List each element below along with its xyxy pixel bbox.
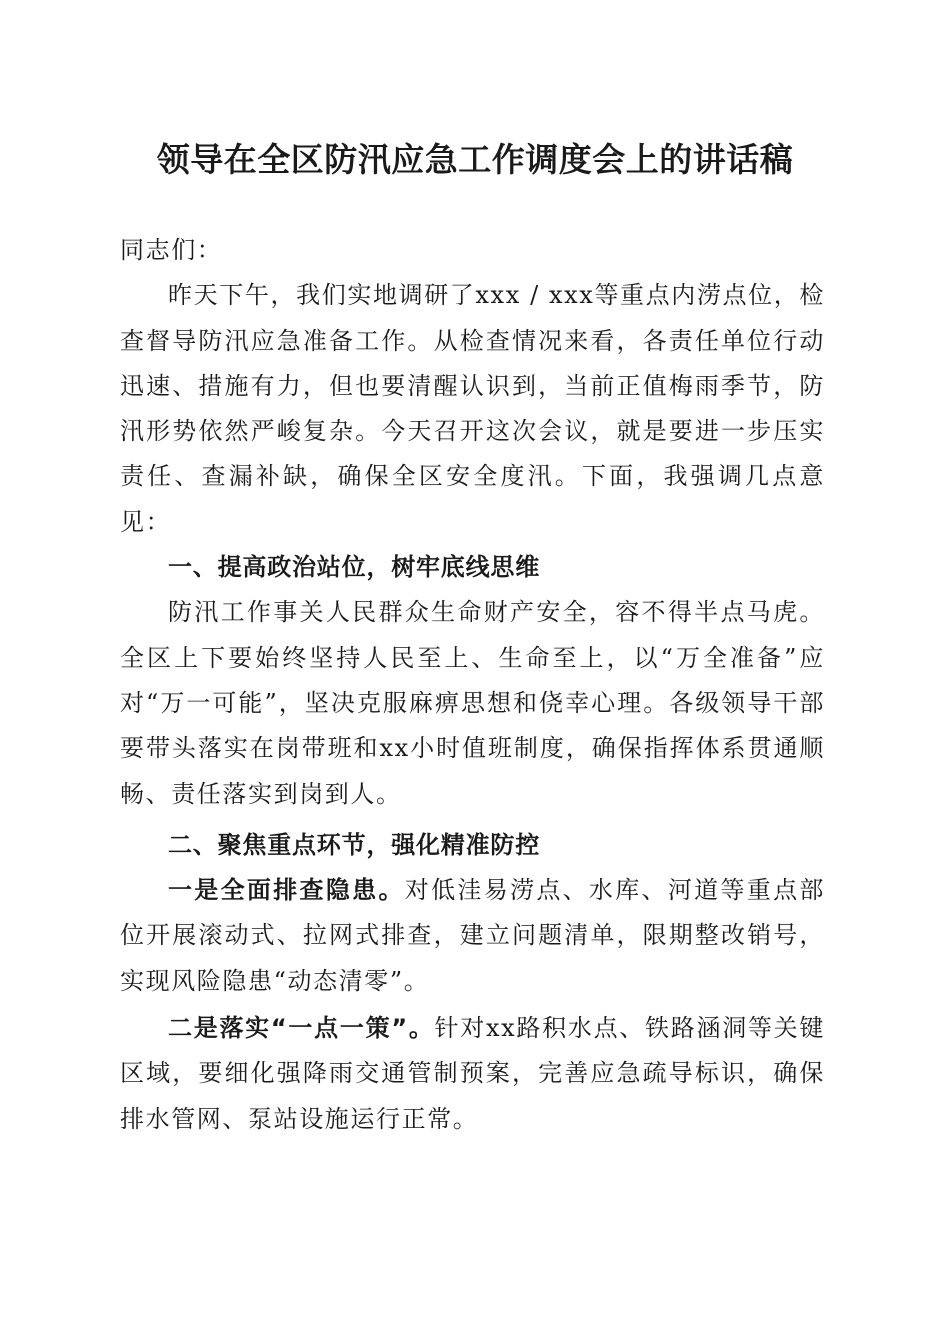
item-1-lead: 一是全面排查隐患。	[168, 876, 405, 905]
page-title: 领导在全区防汛应急工作调度会上的讲话稿	[156, 140, 794, 179]
item-1-text: 对低洼易涝点、水库、河道等重点部位开展滚动式、拉网式排查，建立问题清单，限期整改销号，实现风险隐患“动态清零”。	[120, 876, 825, 995]
document-body	[120, 228, 825, 1142]
item-2-lead: 二是落实“一点一策”。	[168, 1014, 435, 1043]
section-heading-2: 二、聚焦重点环节，强化精准防控	[168, 830, 540, 859]
section-2-item-2	[120, 1006, 825, 1142]
section-2-item-1	[120, 868, 825, 1004]
intro-paragraph: 昨天下午，我们实地调研了xxx / xxx等重点内涝点位，检查督导防汛应急准备工作。从检查情况来看，各责任单位行动迅速、措施有力，但也要清醒认识到，当前正值梅雨季节，防汛形势依然严峻复杂。今天召开这次会议，就是要进一步压实责任、查漏补缺，确保全区安全度汛。下面，我强调几点意见：	[120, 281, 825, 536]
section-heading-1: 一、提高政治站位，树牢底线思维	[168, 553, 540, 582]
section-1-paragraph: 防汛工作事关人民群众生命财产安全，容不得半点马虎。全区上下要始终坚持人民至上、生命至上，以“万全准备”应对“万一可能”，坚决克服麻痹思想和侥幸心理。各级领导干部要带头落实在岗带班和xx小时值班制度，确保指挥体系贯通顺畅、责任落实到岗到人。	[120, 598, 825, 808]
item-2-text: 针对xx路积水点、铁路涵洞等关键区域，要细化强降雨交通管制预案，完善应急疏导标识，确保排水管网、泵站设施运行正常。	[120, 1014, 825, 1133]
salutation: 同志们：	[120, 236, 223, 264]
